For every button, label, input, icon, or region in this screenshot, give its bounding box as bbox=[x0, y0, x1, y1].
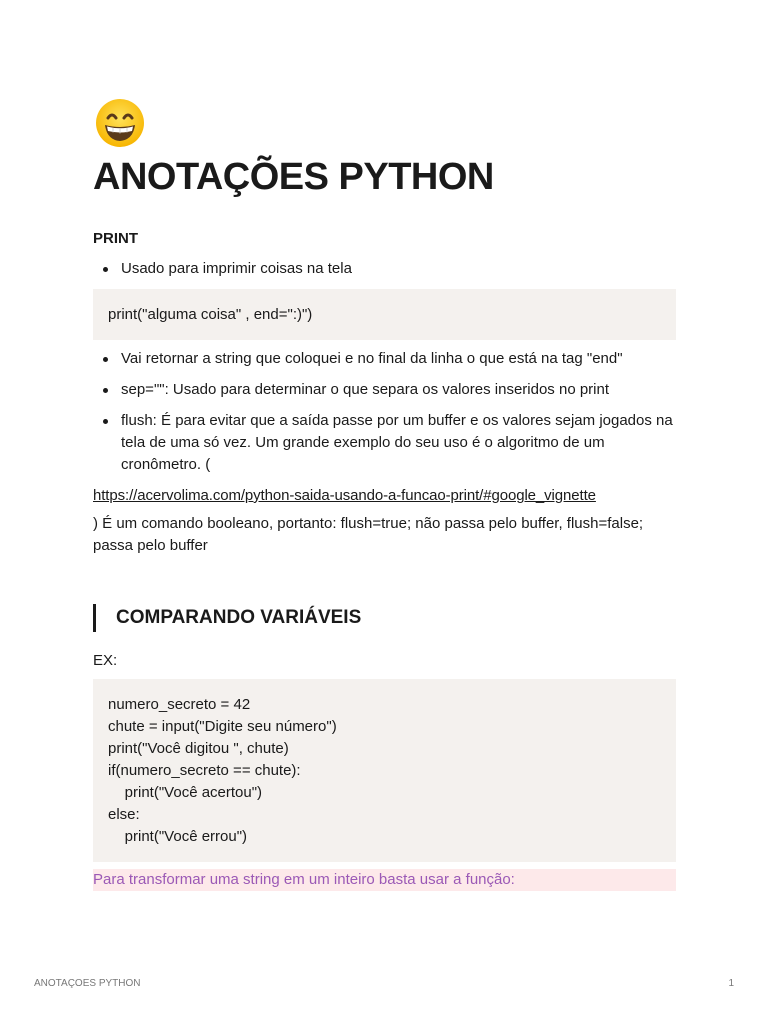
bullet-dot-icon bbox=[103, 267, 108, 272]
code-line: else: bbox=[108, 806, 140, 823]
reference-link[interactable]: https://acervolima.com/python-saida-usando-a-funcao-print/#google_vignette bbox=[93, 487, 596, 504]
code-line: numero_secreto = 42 bbox=[108, 696, 251, 713]
code-line: chute = input("Digite seu número") bbox=[108, 718, 337, 735]
list-item bbox=[93, 258, 676, 280]
code-line: print("Você errou") bbox=[108, 828, 248, 845]
list-item-text: sep="": Usado para determinar o que separa os valores inseridos no print bbox=[121, 381, 610, 398]
code-line: print("Você digitou ", chute) bbox=[108, 740, 289, 757]
bullet-dot-icon bbox=[103, 357, 108, 362]
list-item-text: Usado para imprimir coisas na tela bbox=[121, 260, 352, 277]
page-number: 1 bbox=[728, 978, 734, 989]
code-block bbox=[93, 679, 676, 862]
example-label: EX: bbox=[93, 652, 118, 669]
list-item bbox=[93, 379, 676, 401]
paragraph: ) É um comando booleano, portanto: flush=true; não passa pelo buffer, flush=false; passa pelo buffer bbox=[93, 515, 644, 554]
bullet-dot-icon bbox=[103, 419, 108, 424]
highlighted-note: Para transformar uma string em um inteiro basta usar a função: bbox=[93, 869, 676, 891]
code-block bbox=[93, 289, 676, 340]
code-line: print("alguma coisa" , end=":)") bbox=[108, 306, 313, 323]
section-heading: COMPARANDO VARIÁVEIS bbox=[93, 604, 361, 632]
list-item bbox=[93, 348, 676, 370]
print-heading: PRINT bbox=[93, 230, 138, 247]
list-item bbox=[93, 410, 676, 476]
list-item-text: flush: É para evitar que a saída passe por um buffer e os valores sejam jogados na tela de uma só vez. Um grande exemplo do seu uso é o algoritmo de um cronômetro. ( bbox=[121, 412, 673, 473]
page-title: ANOTAÇÕES PYTHON bbox=[93, 156, 494, 198]
code-line: print("Você acertou") bbox=[108, 784, 263, 801]
grinning-face-emoji-icon bbox=[93, 96, 147, 150]
code-line: if(numero_secreto == chute): bbox=[108, 762, 301, 779]
bullet-dot-icon bbox=[103, 388, 108, 393]
list-item-text: Vai retornar a string que coloquei e no final da linha o que está na tag "end" bbox=[121, 350, 623, 367]
footer-title: ANOTAÇOES PYTHON bbox=[34, 978, 141, 989]
